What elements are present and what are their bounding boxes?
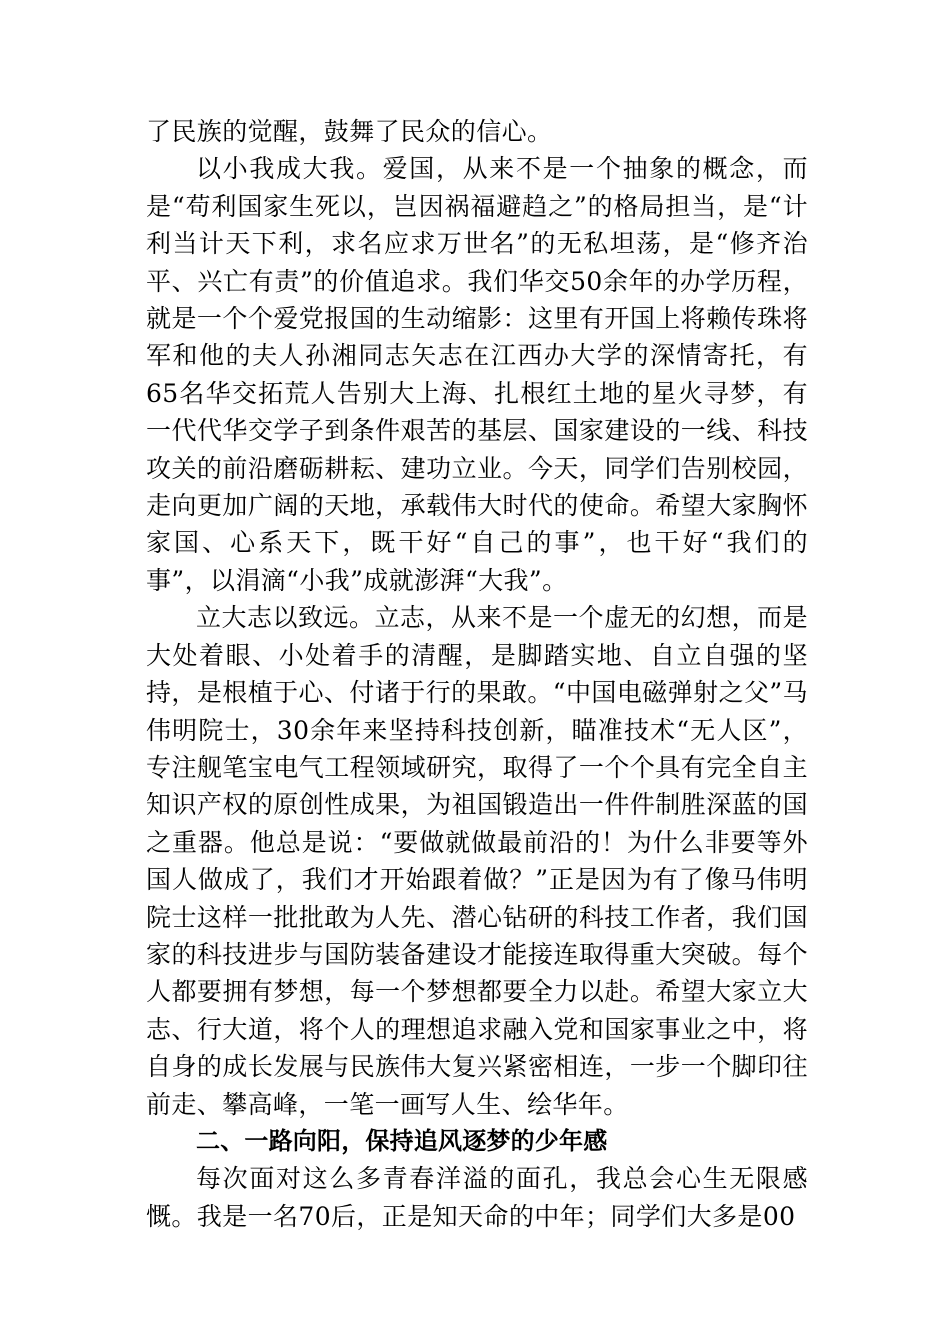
paragraph-continuation: 了民族的觉醒，鼓舞了民众的信心。 [146, 117, 553, 146]
paragraph-patriotism: 以小我成大我。爱国，从来不是一个抽象的概念，而是“苟利国家生死以，岂因祸福避趋之”的格局担当，是“计利当计天下利，求名应求万世名”的无私坦荡，是“修齐治平、兴亡有责”的价值追求。我们华交50余年的办学历程，就是一个个爱党报国的生动缩影：这里有开国上将赖传珠将军和他的夫人孙湘同志矢志在江西办大学的深情寄托，有65名华交拓荒人告别大上海、扎根红土地的星火寻梦，有一代代华交学子到条件艰苦的基层、国家建设的一线、科技攻关的前沿磨砺耕耘、建功立业。今天，同学们告别校园，走向更加广阔的天地，承载伟大时代的使命。希望大家胸怀家国、心系天下，既干好“自己的事”，也干好“我们的事”，以涓滴“小我”成就澎湃“大我”。 [146, 154, 808, 595]
paragraph-reflection: 每次面对这么多青春洋溢的面孔，我总会心生无限感慨。我是一名70后，正是知天命的中年；同学们大多是00 [146, 1164, 808, 1231]
document-body [146, 113, 808, 1235]
paragraph-ambition: 立大志以致远。立志，从来不是一个虚无的幻想，而是大处着眼、小处着手的清醒，是脚踏实地、自立自强的坚持，是根植于心、付诸于行的果敢。“中国电磁弹射之父”马伟明院士，30余年来坚持科技创新，瞄准技术“无人区”，专注舰笔宝电气工程领域研究，取得了一个个具有完全自主知识产权的原创性成果，为祖国锻造出一件件制胜深蓝的国之重器。他总是说：“要做就做最前沿的！为什么非要等外国人做成了，我们才开始跟着做？”正是因为有了像马伟明院士这样一批批敢为人先、潜心钻研的科技工作者，我们国家的科技进步与国防装备建设才能接连取得重大突破。每个人都要拥有梦想，每一个梦想都要全力以赴。希望大家立大志、行大道，将个人的理想追求融入党和国家事业之中，将自身的成长发展与民族伟大复兴紧密相连，一步一个脚印往前走、攀高峰，一笔一画写人生、绘华年。 [146, 603, 808, 1119]
section-heading: 二、一路向阳，保持追风逐梦的少年感 [196, 1126, 608, 1155]
